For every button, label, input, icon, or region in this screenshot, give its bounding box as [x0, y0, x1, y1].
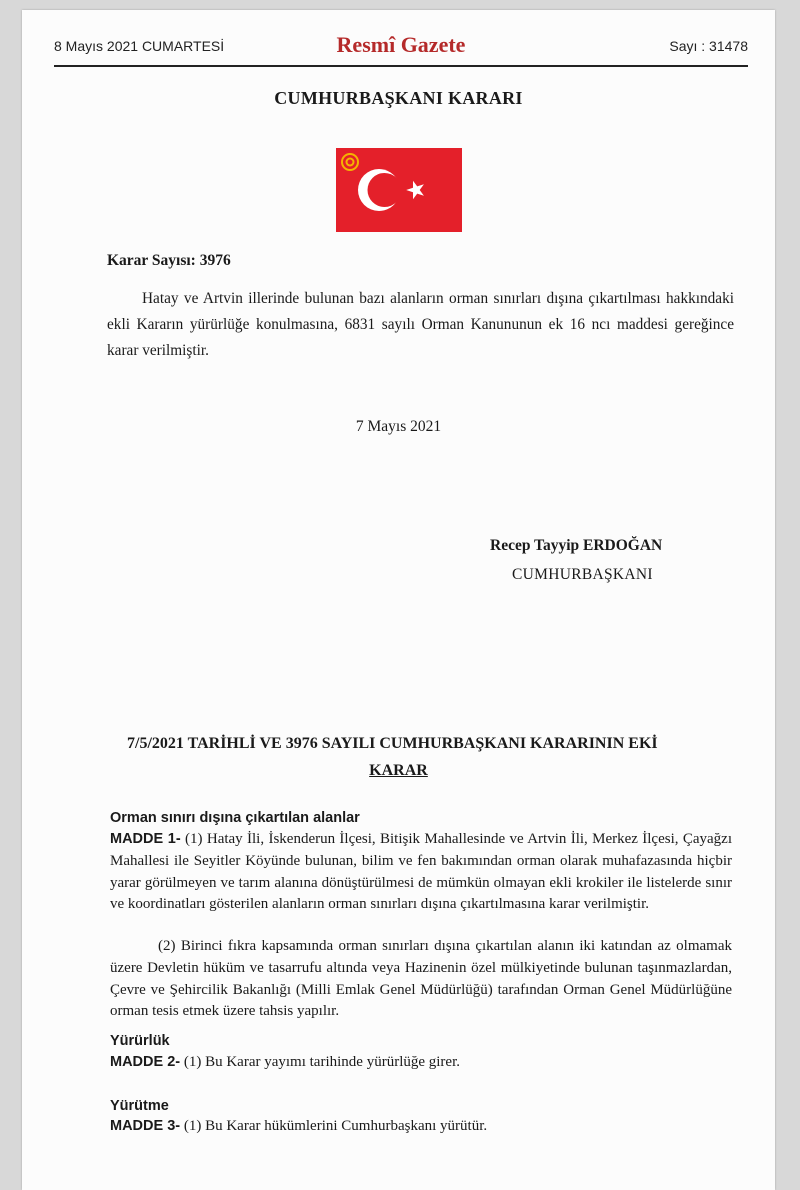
- decree-body: Hatay ve Artvin illerinde bulunan bazı alanların orman sınırları dışına çıkartılması hakkındaki ekli Kararın yürürlüğe konulmasına, 6831 sayılı Orman Kanununun ek 16 ncı maddesi gereğince karar verilmiştir.: [107, 290, 734, 359]
- signature-date: 7 Mayıs 2021: [355, 418, 442, 435]
- decree-heading: CUMHURBAŞKANI KARARI: [274, 88, 523, 108]
- turkish-flag-icon: [336, 148, 462, 232]
- article-3-para-1: [110, 1116, 732, 1138]
- article-label: MADDE 3-: [110, 1118, 181, 1134]
- header-divider: [54, 65, 748, 67]
- article-label: MADDE 1-: [110, 831, 181, 847]
- section-heading: Orman sınırı dışına çıkartılan alanlar: [110, 810, 360, 826]
- annex-title: 7/5/2021 TARİHLİ VE 3976 SAYILI CUMHURBAŞKANI KARARININ EKİ: [127, 735, 658, 752]
- article-1-para-2: (2) Birinci fıkra kapsamında orman sınırları dışına çıkartılan alanın iki katından az olmamak üzere Devletin hüküm ve tasarrufu altında veya Hazinenin özel mülkiyetinde bulunan taşınmazlardan, Çevre ve Şehircilik Bakanlığı (Milli Emlak Genel Müdürlüğü) tarafından Orman Genel Müdürlüğüne orman tesis etmek üzere tahsis yapılır.: [110, 938, 732, 1020]
- article-text: (1) Bu Karar hükümlerini Cumhurbaşkanı yürütür.: [183, 1118, 488, 1134]
- decree-number: Karar Sayısı: 3976: [107, 252, 231, 269]
- section-heading: Yürürlük: [110, 1033, 170, 1049]
- article-text: (1) Bu Karar yayımı tarihinde yürürlüğe girer.: [183, 1054, 461, 1070]
- article-text: (1) Hatay İli, İskenderun İlçesi, Bitişik Mahallesinde ve Artvin İli, Merkez İlçesi, Çayağzı Mahallesi ile Seyitler Köyünde bulunan, bilim ve fen bakımından orman olarak muhafazasında hiçbir yarar görülmeyen ve tarım alanına dönüştürülmesi de mümkün olmayan ekli krokiler ile listelerde sınır ve koordinatları gösterilen alanların orman sınırları dışına çıkartılmasına karar verilmiştir.: [110, 831, 732, 913]
- gazette-page: [22, 10, 775, 1190]
- gazette-title: Resmî Gazete: [336, 32, 466, 57]
- crescent-inner: [368, 173, 402, 207]
- article-label: MADDE 2-: [110, 1054, 181, 1070]
- issue-number: Sayı : 31478: [669, 38, 748, 54]
- signer-title: CUMHURBAŞKANI: [512, 566, 653, 583]
- gazette-header: [54, 32, 748, 62]
- issue-date: 8 Mayıs 2021 CUMARTESİ: [54, 38, 225, 54]
- signer-name: Recep Tayyip ERDOĞAN: [490, 537, 663, 554]
- annex-subtitle: KARAR: [369, 762, 428, 779]
- section-heading: Yürütme: [110, 1098, 169, 1114]
- article-1-para-1: [110, 829, 732, 916]
- article-2-para-1: [110, 1052, 732, 1074]
